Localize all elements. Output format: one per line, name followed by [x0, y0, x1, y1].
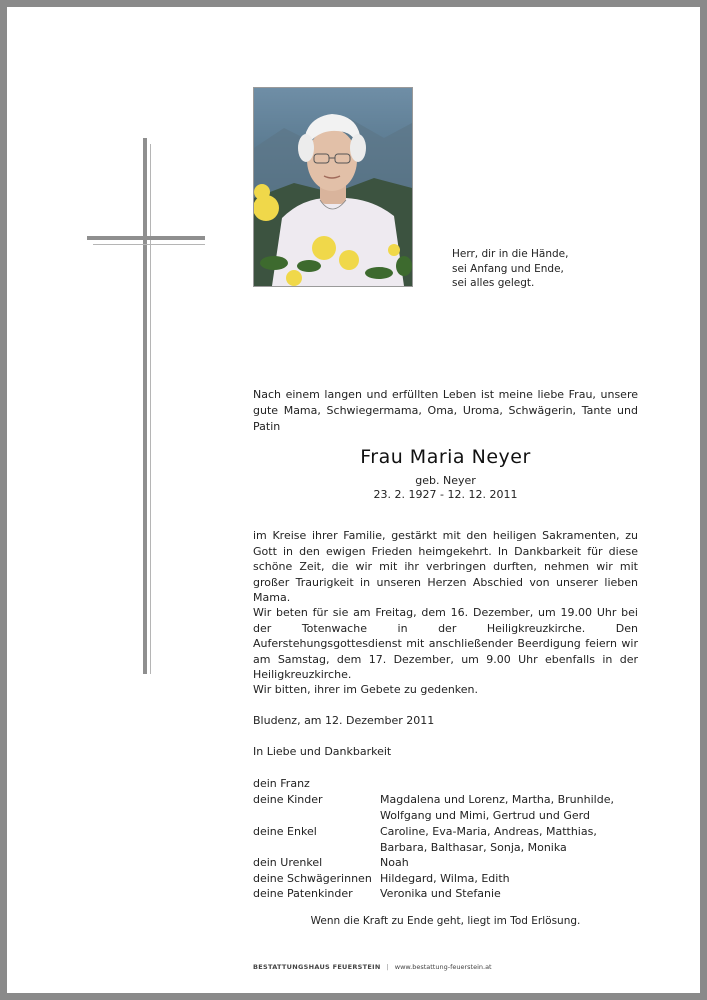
cross-horizontal-shadow: [93, 244, 205, 245]
cross-vertical-shadow: [150, 144, 151, 674]
family-relation: dein Franz: [253, 777, 310, 790]
place-date: Bludenz, am 12. Dezember 2011: [253, 714, 435, 727]
family-names: Magdalena und Lorenz, Martha, Brunhilde,: [380, 793, 614, 806]
family-relation: deine Schwägerinnen: [253, 872, 372, 885]
family-relation: deine Patenkinder: [253, 887, 353, 900]
family-names: Veronika und Stefanie: [380, 887, 501, 900]
family-names: Barbara, Balthasar, Sonja, Monika: [380, 841, 567, 854]
family-relation: dein Urenkel: [253, 856, 323, 869]
footer-separator: |: [386, 963, 389, 971]
cross-horizontal-bar: [87, 236, 205, 240]
family-names: Caroline, Eva-Maria, Andreas, Matthias,: [380, 825, 597, 838]
footer: [253, 963, 492, 971]
family-names: Wolfgang und Mimi, Gertrud und Gerd: [380, 809, 590, 822]
cross-vertical-bar: [143, 138, 147, 674]
portrait-image: [254, 88, 412, 286]
life-dates: 23. 2. 1927 - 12. 12. 2011: [373, 488, 518, 501]
family-relation: deine Kinder: [253, 793, 323, 806]
portrait-photo: [253, 87, 413, 287]
verse-line: Herr, dir in die Hände,: [452, 248, 569, 260]
verse-line: sei Anfang und Ende,: [452, 262, 564, 275]
verse-line: sei alles gelegt.: [452, 277, 535, 289]
maiden-name: geb. Neyer: [415, 474, 476, 487]
verse: [452, 247, 568, 291]
intro-text: Nach einem langen und erfüllten Leben ist meine liebe Frau, unsere gute Mama, Schwiegermama, Oma, Uroma, Schwägerin, Tante und Patin: [253, 388, 638, 433]
deceased-name: Frau Maria Neyer: [360, 446, 531, 468]
funeral-home-name: BESTATTUNGSHAUS FEUERSTEIN: [253, 963, 381, 971]
family-relation: deine Enkel: [253, 825, 317, 838]
service-paragraph: Wir beten für sie am Freitag, dem 16. Dezember, um 19.00 Uhr bei der Totenwache in der Heiligkreuzkirche. Den Auferstehungsgottesdienst mit anschließender Beerdigung feiern wir am Samstag, dem 17. Dezember, um 9.00 Uhr ebenfalls in der Heiligkreuzkirche.: [253, 606, 638, 681]
funeral-home-website[interactable]: www.bestattung-feuerstein.at: [394, 963, 492, 971]
signoff: In Liebe und Dankbarkeit: [253, 745, 392, 758]
family-names: Noah: [380, 856, 409, 869]
prayer-request: Wir bitten, ihrer im Gebete zu gedenken.: [253, 683, 479, 696]
family-names: Hildegard, Wilma, Edith: [380, 872, 510, 885]
closing-quote: Wenn die Kraft zu Ende geht, liegt im Tod Erlösung.: [310, 915, 581, 927]
announcement-paragraph: im Kreise ihrer Familie, gestärkt mit den heiligen Sakramenten, zu Gott in den ewigen Frieden heimgekehrt. In Dankbarkeit für diese schöne Zeit, die wir mit ihr verbringen durften, nehmen wir mit großer Traurigkeit in unseren Herzen Abschied von unserer lieben Mama.: [253, 529, 638, 604]
